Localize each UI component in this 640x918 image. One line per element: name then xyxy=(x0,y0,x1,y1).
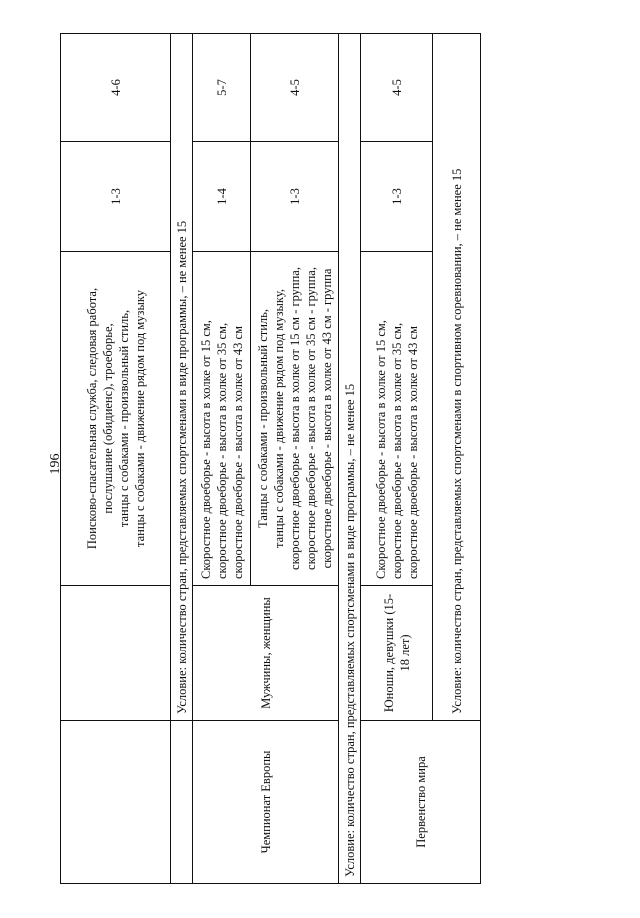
condition-text-1: Условие: количество стран, представляемых спортсменами в виде программы, – не менее 15 xyxy=(171,34,193,721)
table-row-condition-1 xyxy=(171,34,193,884)
cell-empty-group xyxy=(61,586,171,721)
cell-world-count: 4-5 xyxy=(361,34,433,142)
discipline-line: скоростное двоеборье - высота в холке от 43 см xyxy=(405,325,420,579)
competition-world-first: Первенство мира xyxy=(361,721,481,884)
discipline-line: скоростное двоеборье - высота в холке от 35 см - группа, xyxy=(303,267,318,570)
discipline-line: Поисково-спасательная служба, следовая работа, xyxy=(84,287,99,550)
discipline-line: танцы с собаками - движение рядом под музыку xyxy=(132,289,147,548)
rotated-table-frame xyxy=(60,34,480,884)
discipline-line: скоростное двоеборье - высота в холке от 35 см, xyxy=(389,322,404,579)
discipline-line: Скоростное двоеборье - высота в холке от 15 см, xyxy=(373,320,388,579)
discipline-line: скоростное двоеборье - высота в холке от 35 см, xyxy=(214,322,229,579)
competition-europe-championship: Чемпионат Европы xyxy=(193,721,339,884)
cell-search-count: 4-6 xyxy=(61,34,171,142)
table-row-condition-2 xyxy=(339,34,361,884)
group-men-women: Мужчины, женщины xyxy=(193,586,339,721)
group-juniors: Юноши, девушки (15-18 лет) xyxy=(361,586,433,721)
cell-europe-speed-count: 5-7 xyxy=(193,34,251,142)
cell-world-disciplines xyxy=(361,252,433,586)
cell-world-places: 1-3 xyxy=(361,142,433,252)
discipline-line: скоростное двоеборье - высота в холке от 43 см xyxy=(230,325,245,579)
cell-europe-speed-disciplines xyxy=(193,252,251,586)
table-rotator xyxy=(60,34,480,884)
cell-empty-competition xyxy=(61,721,171,884)
condition-text-3: Условие: количество стран, представляемых спортсменами в спортивном соревновании, – не менее 15 xyxy=(433,34,481,721)
cell-europe-dance-count: 4-5 xyxy=(251,34,339,142)
discipline-line: Танцы с собаками - произвольный стиль, xyxy=(255,309,270,528)
discipline-line: Скоростное двоеборье - высота в холке от 15 см, xyxy=(198,320,213,579)
cell-empty-competition-2 xyxy=(171,721,193,884)
standards-table xyxy=(60,33,481,884)
cell-search-disciplines xyxy=(61,252,171,586)
table-row-world xyxy=(361,34,433,884)
discipline-line: танцы с собаками - произвольный стиль, xyxy=(116,309,131,528)
discipline-line: танцы с собаками - движение рядом под музыку, xyxy=(271,289,286,548)
page-number: 196 xyxy=(48,453,63,475)
discipline-line: скоростное двоеборье - высота в холке от 43 см - группа xyxy=(319,268,334,569)
cell-europe-dance-disciplines xyxy=(251,252,339,586)
condition-text-2: Условие: количество стран, представляемых спортсменами в виде программы, – не менее 15 xyxy=(339,34,361,884)
cell-europe-speed-places: 1-4 xyxy=(193,142,251,252)
cell-europe-dance-places: 1-3 xyxy=(251,142,339,252)
table-row-europe-speed xyxy=(193,34,251,884)
discipline-line: послушание (обидиенс), троеборье, xyxy=(100,323,115,514)
cell-search-places: 1-3 xyxy=(61,142,171,252)
table-row-search xyxy=(61,34,171,884)
discipline-line: скоростное двоеборье - высота в холке от 15 см - группа, xyxy=(287,267,302,570)
